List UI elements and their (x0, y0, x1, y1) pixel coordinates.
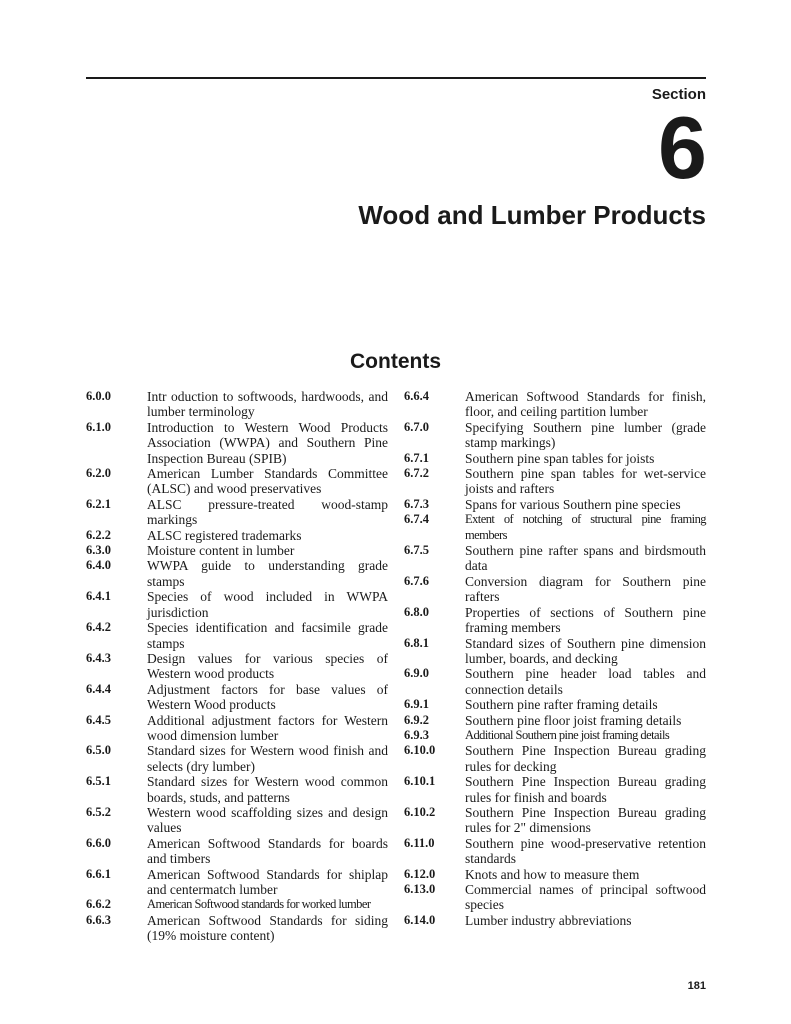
toc-entry-number: 6.2.2 (86, 527, 111, 542)
toc-entry (86, 497, 388, 528)
toc-entry-title: American Softwood standards for worked lumber (147, 897, 371, 912)
toc-entry (404, 451, 706, 466)
toc-entry (404, 913, 706, 928)
toc-entry-number: 6.13.0 (404, 882, 436, 896)
toc-entry (404, 420, 706, 451)
toc-entry-number: 6.4.2 (86, 620, 111, 635)
toc-entry-number: 6.8.1 (404, 635, 429, 650)
toc-entry-title: Additional Southern pine joist framing details (465, 727, 670, 742)
toc-entry-number: 6.4.5 (86, 712, 111, 727)
toc-entry-number: 6.5.1 (86, 774, 111, 789)
toc-entry-title: ALSC pressure-treated wood-stamp markings (147, 496, 388, 528)
toc-entry (86, 867, 388, 898)
toc-entry (86, 774, 388, 805)
toc-entry-title: Southern pine floor joist framing details (465, 712, 682, 728)
toc-entry-number: 6.4.4 (86, 681, 111, 696)
toc-entry-title: Commercial names of principal softwood species (465, 882, 706, 913)
toc-entry-title: Properties of sections of Southern pine framing members (465, 604, 706, 636)
toc-entry-number: 6.12.0 (404, 866, 436, 881)
toc-entry (86, 651, 388, 682)
toc-entry-number: 6.0.0 (86, 389, 111, 403)
contents-right-column (404, 389, 706, 928)
toc-entry-number: 6.14.0 (404, 912, 436, 927)
toc-entry-title: Species of wood included in WWPA jurisdiction (147, 589, 388, 620)
toc-entry-number: 6.3.0 (86, 543, 111, 558)
toc-entry (404, 497, 706, 512)
toc-entry-title: Southern Pine Inspection Bureau grading rules for 2" dimensions (465, 804, 706, 836)
header-rule (86, 77, 706, 79)
chapter-title: Wood and Lumber Products (358, 200, 706, 230)
toc-entry-title: Introduction to Western Wood Products Association (WWPA) and Southern Pine Inspection Bureau (SPIB) (147, 419, 388, 466)
toc-entry (404, 666, 706, 697)
toc-entry (404, 636, 706, 667)
toc-entry (404, 836, 706, 867)
contents-left-column (86, 389, 388, 944)
section-number: 6 (658, 98, 707, 197)
toc-entry (86, 420, 388, 466)
toc-entry-title: Southern pine header load tables and connection details (465, 666, 706, 697)
toc-entry (404, 882, 706, 913)
toc-entry-title: American Softwood Standards for siding (19% moisture content) (147, 912, 388, 944)
toc-entry-title: Spans for various Southern pine species (465, 496, 681, 512)
toc-entry (404, 574, 706, 605)
toc-entry (404, 743, 706, 774)
toc-entry-title: Moisture content in lumber (147, 543, 295, 559)
toc-entry (86, 743, 388, 774)
toc-entry-title: Southern pine span tables for joists (465, 450, 655, 466)
toc-entry-number: 6.9.2 (404, 712, 429, 727)
toc-entry-title: Western wood scaffolding sizes and design values (147, 804, 388, 836)
toc-entry-number: 6.7.6 (404, 573, 429, 588)
contents-heading: Contents (350, 350, 441, 373)
toc-entry-number: 6.10.2 (404, 804, 436, 819)
toc-entry-number: 6.7.5 (404, 543, 429, 558)
toc-entry-number: 6.7.3 (404, 496, 429, 511)
toc-entry (86, 558, 388, 589)
toc-entry (86, 620, 388, 651)
toc-entry-title: Southern Pine Inspection Bureau grading rules for decking (465, 743, 706, 774)
toc-entry-title: Intr oduction to softwoods, hardwoods, and lumber terminology (147, 389, 388, 420)
toc-entry (404, 697, 706, 712)
toc-entry-title: Design values for various species of Western wood products (147, 650, 388, 682)
toc-entry (404, 728, 706, 743)
toc-entry-title: American Lumber Standards Committee (ALSC) and wood preservatives (147, 466, 388, 497)
toc-entry-number: 6.9.0 (404, 666, 429, 681)
toc-entry-title: WWPA guide to understanding grade stamps (147, 558, 388, 589)
page-number: 181 (687, 980, 706, 992)
toc-entry-title: Adjustment factors for base values of Western Wood products (147, 681, 388, 713)
toc-entry-number: 6.2.0 (86, 466, 111, 481)
toc-entry-title: American Softwood Standards for shiplap and centermatch lumber (147, 866, 388, 897)
toc-entry-number: 6.6.0 (86, 835, 111, 850)
toc-entry-title: Southern pine rafter framing details (465, 697, 658, 713)
toc-entry-title: Extent of notching of structural pine framing members (465, 512, 706, 542)
toc-entry-title: Southern Pine Inspection Bureau grading rules for finish and boards (465, 774, 706, 805)
toc-entry-title: Standard sizes for Western wood finish and selects (dry lumber) (147, 743, 388, 774)
toc-entry (86, 528, 388, 543)
toc-entry (86, 913, 388, 944)
toc-entry-title: Specifying Southern pine lumber (grade stamp markings) (465, 419, 706, 451)
toc-entry-number: 6.11.0 (404, 835, 435, 850)
toc-entry (404, 389, 706, 420)
toc-entry (404, 805, 706, 836)
toc-entry-number: 6.1.0 (86, 419, 111, 434)
toc-entry (404, 774, 706, 805)
toc-entry-title: Lumber industry abbreviations (465, 912, 632, 928)
toc-entry-number: 6.7.4 (404, 512, 429, 527)
toc-entry-number: 6.7.1 (404, 450, 429, 465)
toc-entry-number: 6.6.1 (86, 866, 111, 881)
toc-entry-number: 6.10.1 (404, 774, 436, 789)
toc-entry-title: Southern pine rafter spans and birdsmouth data (465, 543, 706, 574)
toc-entry-number: 6.6.2 (86, 897, 111, 912)
toc-entry-title: Southern pine wood-preservative retention standards (465, 835, 706, 867)
toc-entry-number: 6.4.1 (86, 589, 111, 604)
toc-entry (404, 543, 706, 574)
toc-entry (404, 512, 706, 543)
toc-entry-title: ALSC registered trademarks (147, 527, 302, 543)
toc-entry-number: 6.4.3 (86, 650, 111, 665)
toc-entry (86, 466, 388, 497)
toc-entry-title: American Softwood Standards for finish, floor, and ceiling partition lumber (465, 389, 706, 420)
toc-entry-number: 6.10.0 (404, 743, 436, 758)
toc-entry (404, 713, 706, 728)
toc-entry-title: Additional adjustment factors for Western wood dimension lumber (147, 712, 388, 743)
toc-entry-number: 6.9.1 (404, 697, 429, 712)
toc-entry-number: 6.4.0 (86, 558, 111, 573)
toc-entry-number: 6.7.2 (404, 466, 429, 481)
toc-entry (86, 805, 388, 836)
toc-entry-number: 6.7.0 (404, 419, 429, 434)
toc-entry (86, 897, 388, 912)
toc-entry-number: 6.2.1 (86, 496, 111, 511)
toc-entry (404, 466, 706, 497)
toc-entry (404, 867, 706, 882)
toc-entry-number: 6.5.0 (86, 743, 111, 758)
toc-entry (404, 605, 706, 636)
toc-entry-title: Standard sizes of Southern pine dimension lumber, boards, and decking (465, 635, 706, 666)
toc-entry (86, 589, 388, 620)
toc-entry-number: 6.9.3 (404, 727, 429, 742)
toc-entry-number: 6.8.0 (404, 604, 429, 619)
section-label: Section (651, 86, 706, 103)
toc-entry (86, 543, 388, 558)
toc-entry-title: American Softwood Standards for boards and timbers (147, 835, 388, 867)
toc-entry-title: Knots and how to measure them (465, 866, 640, 882)
toc-entry-title: Southern pine span tables for wet-service joists and rafters (465, 466, 706, 497)
toc-entry-number: 6.6.4 (404, 389, 429, 403)
toc-entry (86, 713, 388, 744)
toc-entry-title: Standard sizes for Western wood common boards, studs, and patterns (147, 774, 388, 805)
toc-entry (86, 389, 388, 420)
toc-entry-title: Conversion diagram for Southern pine rafters (465, 573, 706, 605)
toc-entry-number: 6.5.2 (86, 804, 111, 819)
toc-entry (86, 682, 388, 713)
toc-entry (86, 836, 388, 867)
toc-entry-title: Species identification and facsimile grade stamps (147, 620, 388, 651)
toc-entry-number: 6.6.3 (86, 912, 111, 927)
